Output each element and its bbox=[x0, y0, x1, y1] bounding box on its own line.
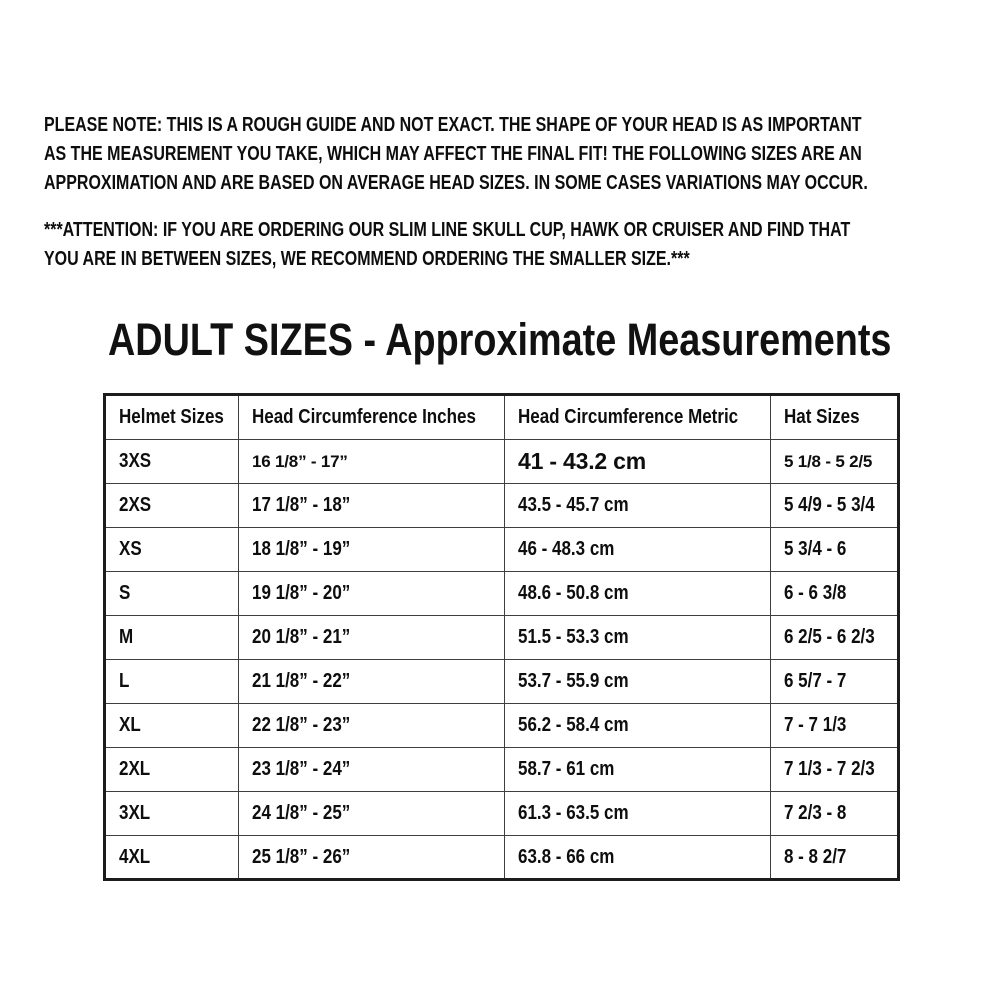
hat-size-cell bbox=[771, 572, 899, 616]
metric-value: 48.6 - 50.8 cm bbox=[518, 582, 629, 604]
hat-size-value: 6 2/5 - 6 2/3 bbox=[784, 626, 875, 648]
helmet-size-value: 2XL bbox=[119, 758, 151, 780]
helmet-size-value: 3XS bbox=[119, 450, 152, 472]
note-line: ***ATTENTION: IF YOU ARE ORDERING OUR SLIM LINE SKULL CUP, HAWK OR CRUISER AND FIND THAT bbox=[44, 219, 851, 241]
helmet-size-value: L bbox=[119, 670, 130, 692]
helmet-size-value: 3XL bbox=[119, 802, 151, 824]
helmet-size-cell bbox=[105, 704, 239, 748]
hat-size-value: 7 - 7 1/3 bbox=[784, 714, 847, 736]
hat-size-value: 5 1/8 - 5 2/5 bbox=[784, 451, 873, 471]
hat-size-cell bbox=[771, 528, 899, 572]
page-title: ADULT SIZES - Approximate Measurements bbox=[108, 314, 892, 365]
inches-value: 18 1/8” - 19” bbox=[252, 538, 351, 560]
metric-value: 61.3 - 63.5 cm bbox=[518, 802, 629, 824]
helmet-size-cell bbox=[105, 748, 239, 792]
metric-value: 53.7 - 55.9 cm bbox=[518, 670, 629, 692]
hat-size-cell bbox=[771, 440, 899, 484]
metric-cell bbox=[505, 704, 771, 748]
inches-cell bbox=[239, 484, 505, 528]
table-row bbox=[105, 440, 899, 484]
header-label: Head Circumference Inches bbox=[252, 406, 476, 428]
metric-value: 46 - 48.3 cm bbox=[518, 538, 615, 560]
helmet-size-value: 2XS bbox=[119, 494, 152, 516]
table-row bbox=[105, 528, 899, 572]
metric-cell bbox=[505, 616, 771, 660]
note-line: YOU ARE IN BETWEEN SIZES, WE RECOMMEND ORDERING THE SMALLER SIZE.*** bbox=[44, 248, 690, 270]
metric-value: 41 - 43.2 cm bbox=[518, 448, 647, 474]
metric-cell bbox=[505, 440, 771, 484]
notes-section bbox=[44, 111, 1000, 274]
table-row bbox=[105, 836, 899, 880]
inches-cell bbox=[239, 792, 505, 836]
inches-cell bbox=[239, 572, 505, 616]
metric-value: 56.2 - 58.4 cm bbox=[518, 714, 629, 736]
please-note-paragraph bbox=[44, 111, 1000, 198]
inches-value: 25 1/8” - 26” bbox=[252, 845, 351, 868]
header-circumference-metric bbox=[505, 395, 771, 440]
inches-cell bbox=[239, 528, 505, 572]
header-helmet-sizes bbox=[105, 395, 239, 440]
inches-value: 24 1/8” - 25” bbox=[252, 802, 351, 824]
inches-value: 19 1/8” - 20” bbox=[252, 582, 351, 604]
metric-value: 51.5 - 53.3 cm bbox=[518, 626, 629, 648]
hat-size-value: 7 1/3 - 7 2/3 bbox=[784, 758, 875, 780]
metric-cell bbox=[505, 528, 771, 572]
table-row bbox=[105, 748, 899, 792]
table-row bbox=[105, 616, 899, 660]
hat-size-value: 6 5/7 - 7 bbox=[784, 670, 847, 692]
helmet-size-value: S bbox=[119, 582, 131, 604]
inches-cell bbox=[239, 704, 505, 748]
table-row bbox=[105, 484, 899, 528]
hat-size-value: 7 2/3 - 8 bbox=[784, 802, 847, 824]
metric-value: 43.5 - 45.7 cm bbox=[518, 494, 629, 516]
metric-value: 63.8 - 66 cm bbox=[518, 845, 615, 868]
inches-value: 22 1/8” - 23” bbox=[252, 714, 351, 736]
inches-value: 21 1/8” - 22” bbox=[252, 670, 351, 692]
metric-cell bbox=[505, 836, 771, 880]
attention-paragraph bbox=[44, 216, 1000, 274]
header-circumference-inches bbox=[239, 395, 505, 440]
helmet-size-cell bbox=[105, 836, 239, 880]
hat-size-value: 8 - 8 2/7 bbox=[784, 845, 847, 868]
inches-cell bbox=[239, 616, 505, 660]
hat-size-cell bbox=[771, 704, 899, 748]
inches-value: 20 1/8” - 21” bbox=[252, 626, 351, 648]
inches-cell bbox=[239, 660, 505, 704]
inches-cell bbox=[239, 440, 505, 484]
helmet-size-cell bbox=[105, 484, 239, 528]
hat-size-cell bbox=[771, 484, 899, 528]
table-row bbox=[105, 704, 899, 748]
table-header-row bbox=[105, 395, 899, 440]
helmet-size-cell bbox=[105, 660, 239, 704]
helmet-size-value: 4XL bbox=[119, 845, 151, 868]
table-row bbox=[105, 792, 899, 836]
inches-value: 17 1/8” - 18” bbox=[252, 494, 351, 516]
helmet-size-value: XL bbox=[119, 714, 141, 736]
helmet-size-value: XS bbox=[119, 538, 142, 560]
note-line: AS THE MEASUREMENT YOU TAKE, WHICH MAY AFFECT THE FINAL FIT! THE FOLLOWING SIZES ARE AN bbox=[44, 143, 862, 165]
size-table bbox=[103, 393, 900, 881]
helmet-size-cell bbox=[105, 440, 239, 484]
helmet-size-cell bbox=[105, 792, 239, 836]
metric-cell bbox=[505, 748, 771, 792]
metric-cell bbox=[505, 660, 771, 704]
inches-value: 23 1/8” - 24” bbox=[252, 758, 351, 780]
inches-value: 16 1/8” - 17” bbox=[252, 451, 348, 471]
metric-cell bbox=[505, 792, 771, 836]
hat-size-cell bbox=[771, 792, 899, 836]
helmet-size-cell bbox=[105, 528, 239, 572]
note-line: APPROXIMATION AND ARE BASED ON AVERAGE HEAD SIZES. IN SOME CASES VARIATIONS MAY OCCUR. bbox=[44, 172, 868, 194]
helmet-size-cell bbox=[105, 572, 239, 616]
header-label: Helmet Sizes bbox=[119, 406, 224, 428]
hat-size-cell bbox=[771, 836, 899, 880]
metric-cell bbox=[505, 572, 771, 616]
metric-value: 58.7 - 61 cm bbox=[518, 758, 615, 780]
metric-cell bbox=[505, 484, 771, 528]
hat-size-value: 5 4/9 - 5 3/4 bbox=[784, 494, 875, 516]
inches-cell bbox=[239, 748, 505, 792]
helmet-size-cell bbox=[105, 616, 239, 660]
table-row bbox=[105, 660, 899, 704]
hat-size-value: 6 - 6 3/8 bbox=[784, 582, 847, 604]
header-hat-sizes bbox=[771, 395, 899, 440]
hat-size-cell bbox=[771, 748, 899, 792]
hat-size-value: 5 3/4 - 6 bbox=[784, 538, 847, 560]
header-label: Hat Sizes bbox=[784, 406, 860, 428]
inches-cell bbox=[239, 836, 505, 880]
helmet-size-value: M bbox=[119, 626, 134, 648]
hat-size-cell bbox=[771, 660, 899, 704]
header-label: Head Circumference Metric bbox=[518, 406, 739, 428]
hat-size-cell bbox=[771, 616, 899, 660]
note-line: PLEASE NOTE: THIS IS A ROUGH GUIDE AND NOT EXACT. THE SHAPE OF YOUR HEAD IS AS IMPORTANT bbox=[44, 114, 862, 136]
table-row bbox=[105, 572, 899, 616]
